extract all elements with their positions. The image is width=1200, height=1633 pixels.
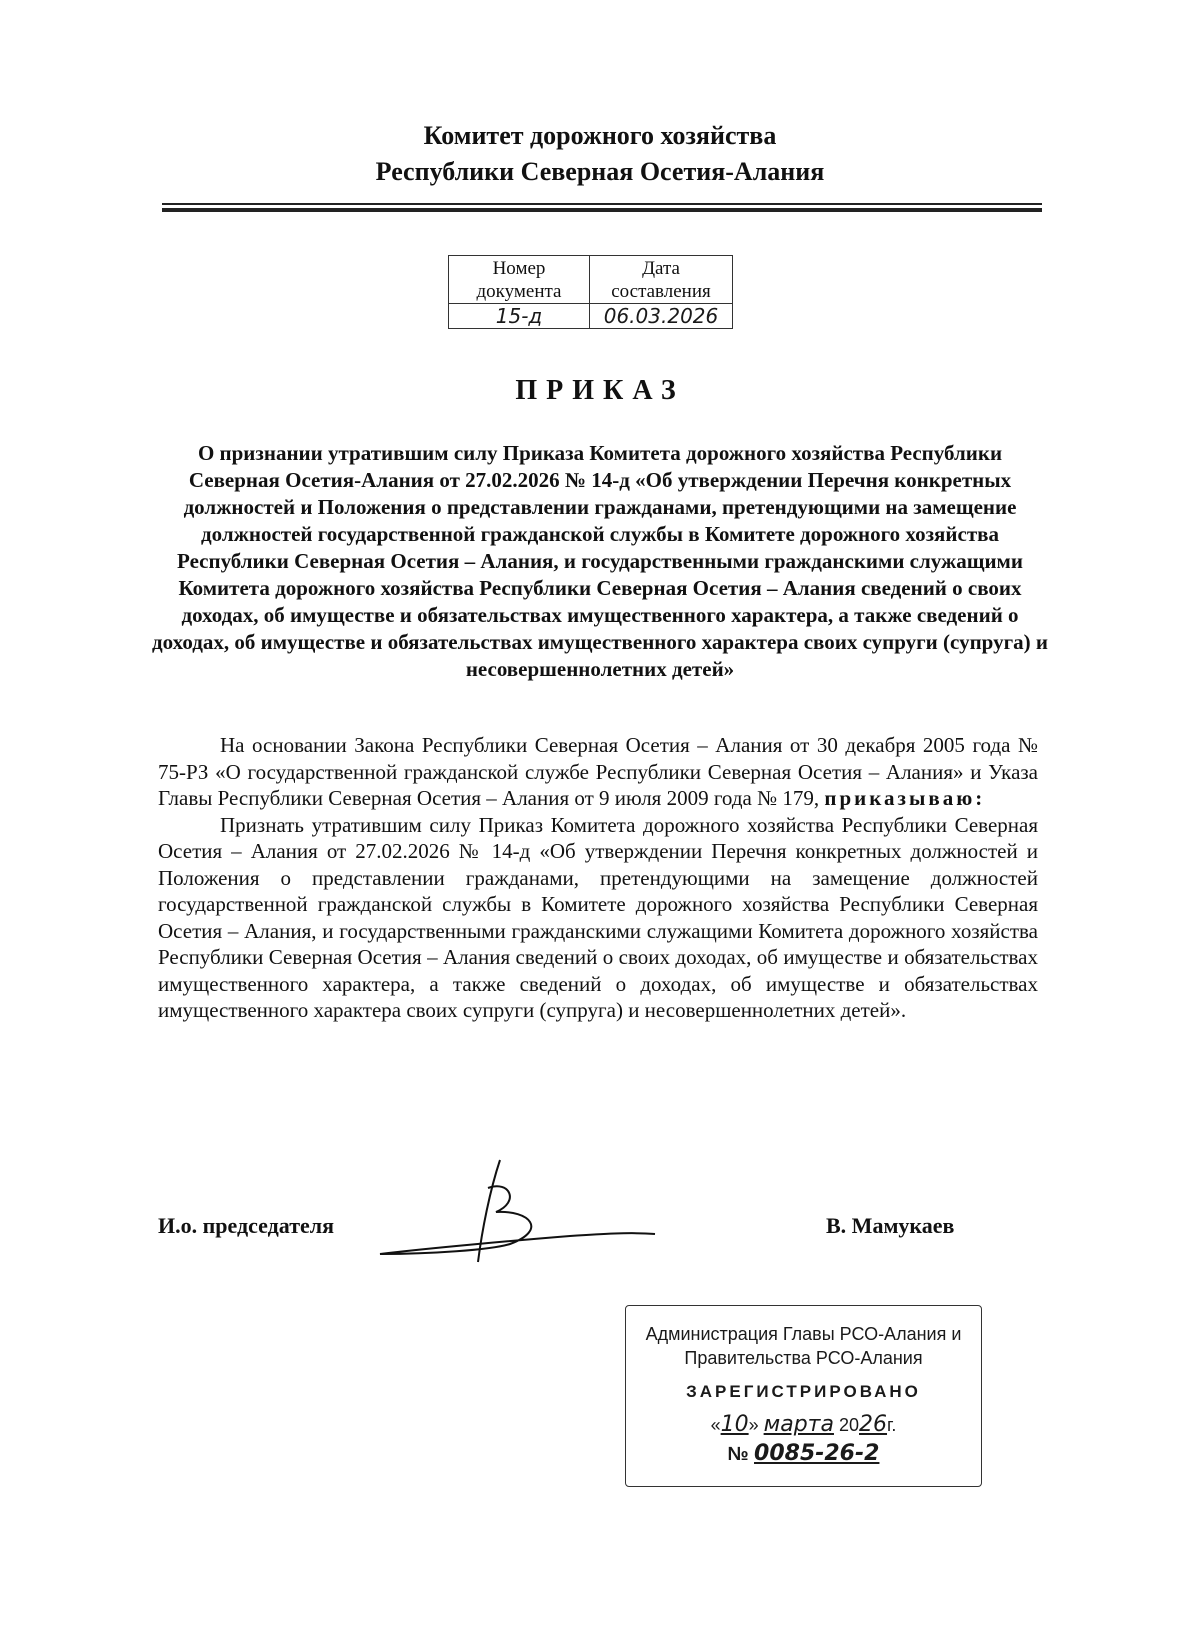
order-body xyxy=(158,732,1038,1024)
order-subject: О признании утратившим силу Приказа Комитета дорожного хозяйства Республики Северная Осетия-Алания от 27.02.2026 № 14-д «Об утверждении Перечня конкретных должностей и Положения о представлении гражданами, претендующими на замещение должностей государственной гражданской службы в Комитете дорожного хозяйства Республики Северная Осетия – Алания, и государственными гражданскими служащими Комитета дорожного хозяйства Республики Северная Осетия – Алания сведений о своих доходах, об имуществе и обязательствах имущественного характера, а также сведений о доходах, об имуществе и обязательствах имущественного характера своих супруги (супруга) и несовершеннолетних детей» xyxy=(152,441,1048,681)
stamp-number-line xyxy=(626,1441,981,1466)
organization-header xyxy=(0,118,1200,190)
document-number-date-table xyxy=(448,255,733,329)
handwritten-signature xyxy=(370,1150,670,1270)
document-number-value: 15-д xyxy=(449,304,590,329)
order-word: приказываю: xyxy=(824,786,986,810)
signatory-role: И.о. председателя xyxy=(158,1213,335,1238)
stamp-year-prefix: 20 xyxy=(838,1415,860,1435)
registration-stamp xyxy=(625,1305,982,1487)
basis-paragraph xyxy=(158,732,1038,812)
stamp-year-suffix: 26 xyxy=(859,1412,888,1437)
header-divider-thin xyxy=(162,203,1042,205)
organization-name-line-1: Комитет дорожного хозяйства xyxy=(423,121,777,150)
header-divider-thick xyxy=(162,208,1042,212)
document-date-value: 06.03.2026 xyxy=(590,304,733,329)
signatory-name: В. Мамукаев xyxy=(826,1213,955,1238)
stamp-month: марта xyxy=(763,1412,834,1437)
stamp-day: 10 xyxy=(720,1412,749,1437)
document-title: ПРИКАЗ xyxy=(515,375,685,406)
decision-paragraph: Признать утратившим силу Приказ Комитета дорожного хозяйства Республики Северная Осетия – Алания от 27.02.2026 № 14-д «Об утверждении Перечня конкретных должностей и Положения о представлении гражданами, претендующими на замещение должностей государственной гражданской службы в Комитете дорожного хозяйства Республики Северная Осетия – Алания, и государственными гражданскими служащими Комитета дорожного хозяйства Республики Северная Осетия – Алания сведений о своих доходах, об имуществе и обязательствах имущественного характера, а также сведений о доходах, об имуществе и обязательствах имущественного характера своих супруги (супруга) и несовершеннолетних детей». xyxy=(158,812,1038,1022)
stamp-date: «10» марта 2026г. xyxy=(710,1412,897,1437)
organization-name-line-2: Республики Северная Осетия-Алания xyxy=(375,157,825,186)
stamp-org-line-2: Правительства РСО-Алания xyxy=(684,1348,923,1368)
stamp-number-label: № xyxy=(727,1444,749,1465)
basis-text: На основании Закона Республики Северная Осетия – Алания от 30 декабря 2005 года № 75-РЗ «О государственной гражданской службе Республики Северная Осетия – Алания» и Указа Главы Республики Северная Осетия – Алания от 9 июля 2009 года № 179, xyxy=(158,733,1038,810)
document-date-label: Дата составления xyxy=(590,256,733,304)
stamp-status: ЗАРЕГИСТРИРОВАНО xyxy=(686,1382,921,1401)
stamp-year-mark: г. xyxy=(887,1415,897,1435)
document-number-label: Номер документа xyxy=(449,256,590,304)
stamp-number: 0085-26-2 xyxy=(754,1441,880,1466)
stamp-org-line-1: Администрация Главы РСО-Алания и xyxy=(645,1324,962,1344)
